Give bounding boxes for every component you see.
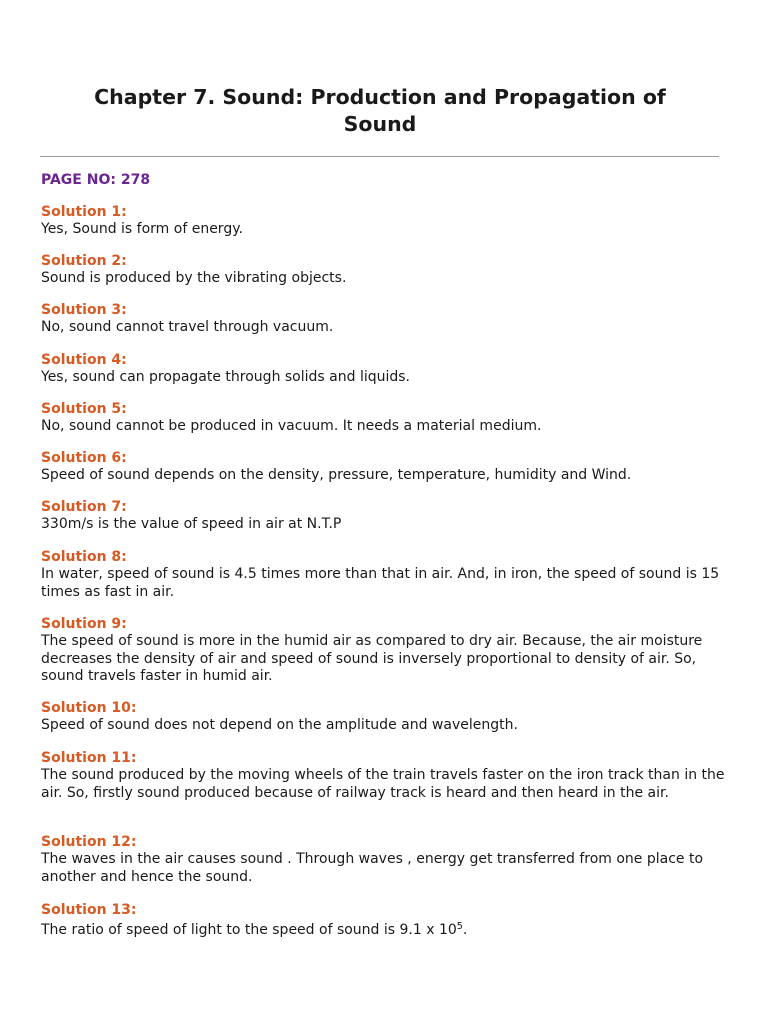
solution-text: The speed of sound is more in the humid air as compared to dry air. Because, the air moisture decreases the density of air and speed of sound is inversely proportional to density of air. So, sound travels faster in humid air. [41,633,703,684]
solution-3 [41,302,731,337]
solution-heading: Solution 6: [41,450,127,466]
solution-text: The sound produced by the moving wheels of the train travels faster on the iron track than in the air. So, firstly sound produced because of railway track is heard and then heard in the air. [41,767,725,801]
solution-2 [41,253,731,288]
solution-7 [41,499,731,534]
solution-text: No, sound cannot be produced in vacuum. It needs a material medium. [41,418,542,434]
solution-heading: Solution 11: [41,750,137,766]
solution-heading: Solution 5: [41,401,127,417]
solution-text: The waves in the air causes sound . Through waves , energy get transferred from one place to another and hence the sound. [41,851,704,885]
exponent: 5 [456,921,463,932]
title-divider [40,156,719,157]
solution-heading: Solution 3: [41,302,127,318]
solution-text: Yes, sound can propagate through solids and liquids. [41,369,411,385]
chapter-title: Chapter 7. Sound: Production and Propagation of Sound [94,85,666,136]
solution-6 [41,450,731,485]
solution-12 [41,834,731,886]
solution-8 [41,549,731,601]
solution-11 [41,750,731,802]
solution-text: Speed of sound does not depend on the amplitude and wavelength. [41,717,518,733]
solution-heading: Solution 1: [41,204,127,220]
solution-heading: Solution 9: [41,616,127,632]
solution-heading: Solution 4: [41,352,127,368]
solution-text: In water, speed of sound is 4.5 times more than that in air. And, in iron, the speed of sound is 15 times as fast in air. [41,566,720,600]
solution-heading: Solution 8: [41,549,127,565]
solution-9 [41,616,731,686]
solution-heading: Solution 13: [41,902,137,918]
solution-text: Yes, Sound is form of energy. [41,221,243,237]
solution-text [41,922,731,940]
solution-text-main: The ratio of speed of light to the speed of sound is 9.1 x 10 [41,922,457,938]
solution-heading: Solution 12: [41,834,137,850]
solution-heading: Solution 2: [41,253,127,269]
solution-5 [41,401,731,436]
solution-text-end: . [462,922,468,938]
solution-text: 330m/s is the value of speed in air at N.T.P [41,516,342,532]
solution-10 [41,700,731,735]
solution-heading: Solution 10: [41,700,137,716]
solution-4 [41,352,731,387]
solution-text: Speed of sound depends on the density, pressure, temperature, humidity and Wind. [41,467,632,483]
solution-text: Sound is produced by the vibrating objects. [41,270,347,286]
solution-text: No, sound cannot travel through vacuum. [41,319,334,335]
solution-13 [41,902,731,940]
page-number: PAGE NO: 278 [41,172,151,188]
solution-1 [41,204,731,239]
solution-heading: Solution 7: [41,499,127,515]
